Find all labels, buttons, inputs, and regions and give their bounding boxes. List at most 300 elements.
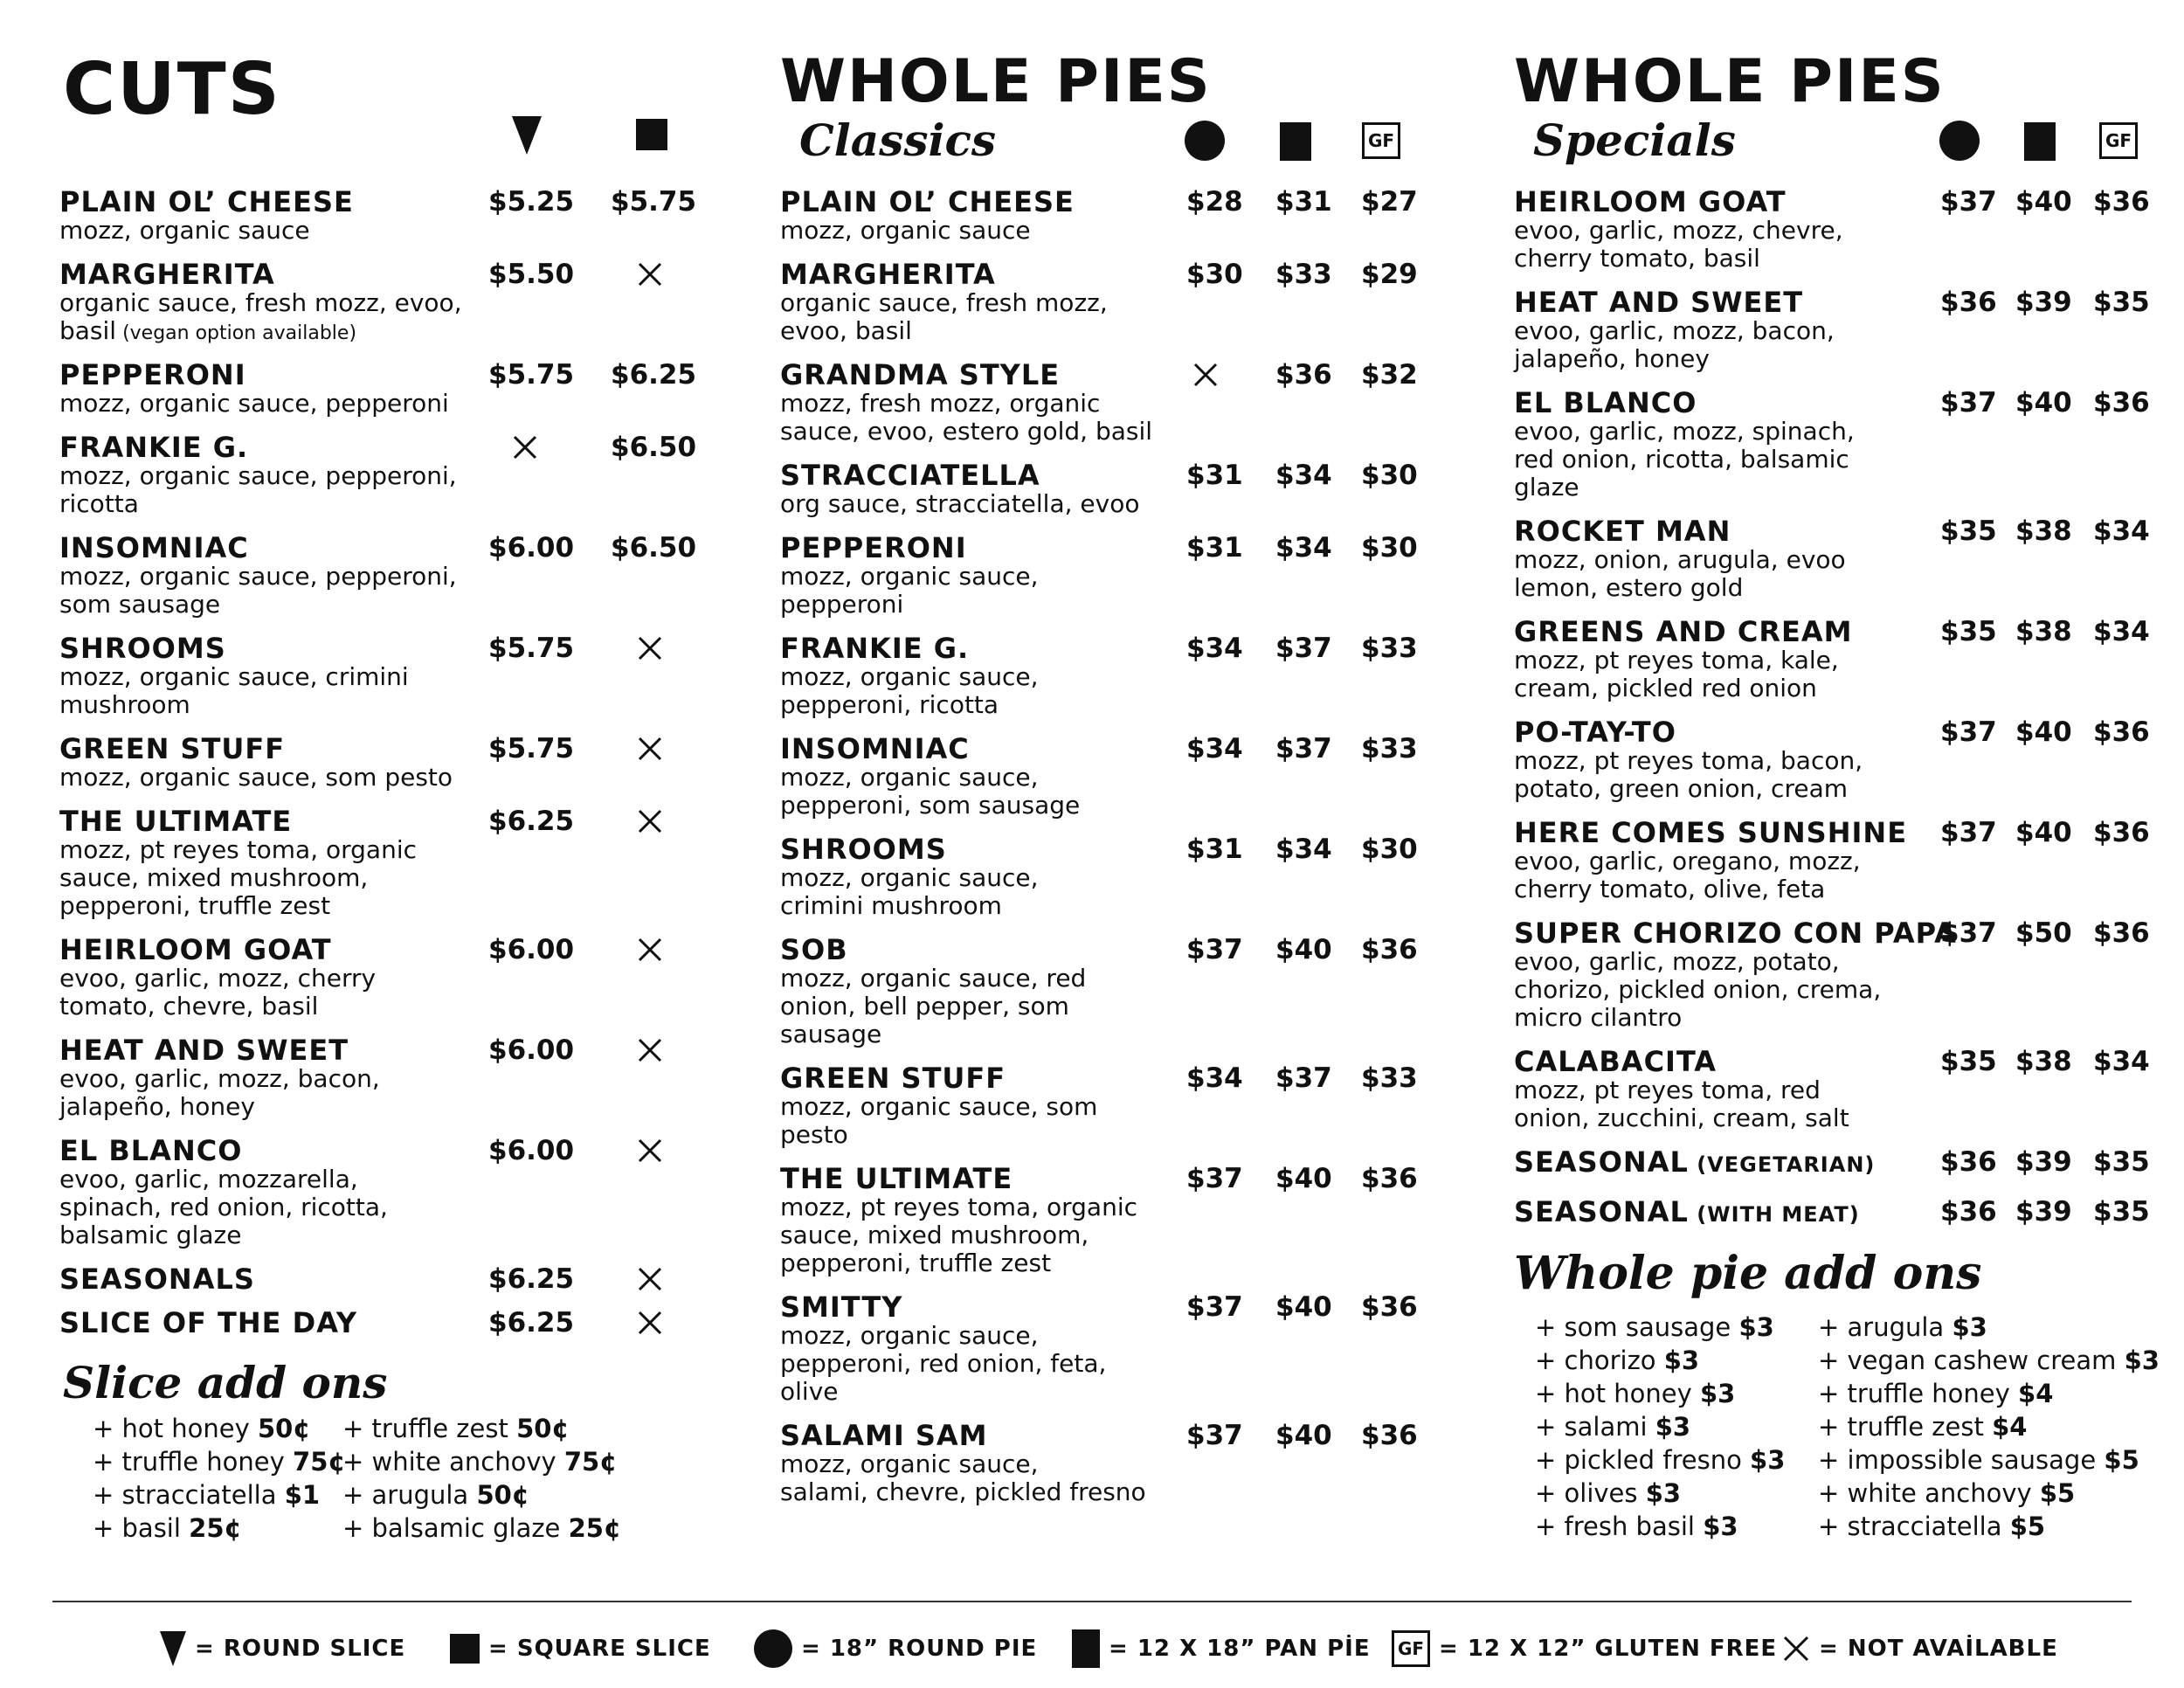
item-name-text: FRANKIE G. <box>780 632 970 665</box>
item-description-text: organic sauce, fresh mozz, evoo, basil <box>780 288 1108 345</box>
price-pan-pie: $37 <box>1275 733 1332 764</box>
item-name <box>780 1421 1146 1450</box>
item-description <box>780 864 1039 920</box>
item-name <box>1514 1047 1849 1076</box>
item-name <box>780 1292 1106 1322</box>
price-gluten-free: $35 <box>2093 1146 2150 1178</box>
not-available-icon <box>637 1138 663 1164</box>
item-description-text: mozz, pt reyes toma, red onion, zucchini, cream, salt <box>1514 1076 1849 1132</box>
menu-item <box>59 431 697 518</box>
classics-subtitle: Classics <box>799 114 997 166</box>
item-name-text: GREEN STUFF <box>59 732 286 765</box>
item-name <box>59 935 376 965</box>
item-description <box>1514 546 1846 602</box>
item-description-text: org sauce, stracciatella, evoo <box>780 489 1140 518</box>
menu-item <box>780 732 1418 820</box>
item-name <box>1514 287 1835 317</box>
menu-item <box>1514 185 2150 273</box>
whole-pie-addons-right-list <box>1818 1311 2160 1543</box>
price-pan-pie: $40 <box>1275 934 1332 965</box>
menu-item <box>1514 386 2150 502</box>
addon-item <box>93 1512 346 1545</box>
item-name-text: PLAIN OL’ CHEESE <box>59 185 354 218</box>
addon-price: $3 <box>1699 1379 1736 1408</box>
price-pan-pie: $34 <box>1275 834 1332 865</box>
item-description-text: evoo, garlic, mozz, chevre, cherry tomato, basil <box>1514 216 1843 273</box>
not-available-icon <box>637 736 663 762</box>
legend-round-slice-text: = ROUND SLICE <box>195 1636 406 1662</box>
addon-name: + impossible sausage <box>1818 1445 2105 1475</box>
item-name <box>59 1308 357 1338</box>
not-available-icon <box>1192 362 1219 388</box>
price-pan-pie: $39 <box>2015 1196 2072 1228</box>
price-pan-pie: $36 <box>1275 359 1332 391</box>
item-name-text: SEASONAL <box>1514 1145 1689 1179</box>
item-name-text: PEPPERONI <box>59 358 246 391</box>
addon-price: $5 <box>2009 1512 2046 1541</box>
item-description <box>1514 317 1835 373</box>
price-round-pie: $31 <box>1186 532 1243 564</box>
gluten-free-icon: GF <box>1392 1630 1430 1667</box>
menu-item <box>59 185 697 245</box>
item-name <box>1514 617 1852 647</box>
item-description-text: evoo, garlic, mozz, spinach, red onion, ricotta, balsamic glaze <box>1514 417 1855 502</box>
item-description-text: mozz, organic sauce, salami, chevre, pickled fresno <box>780 1449 1146 1506</box>
pan-pie-icon <box>2024 122 2056 161</box>
menu-item <box>1514 716 2150 803</box>
price-pan-pie: $40 <box>2015 817 2072 848</box>
square-slice-icon <box>450 1634 480 1664</box>
item-name <box>59 1035 380 1065</box>
item-name-text: MARGHERITA <box>59 258 275 291</box>
whole-pie-addons-left-list <box>1535 1311 1785 1543</box>
item-name-text: EL BLANCO <box>59 1134 243 1167</box>
price-gluten-free: $36 <box>2093 186 2150 218</box>
addon-price: $3 <box>1738 1312 1774 1342</box>
price-round-pie: $34 <box>1186 733 1243 764</box>
x-mark-icon <box>1782 1635 1810 1663</box>
addon-price: $3 <box>2124 1346 2160 1375</box>
price-round-pie: $34 <box>1186 1062 1243 1094</box>
menu-item <box>780 632 1418 719</box>
item-name-text: CALABACITA <box>1514 1045 1717 1078</box>
square-slice-icon <box>636 119 667 150</box>
item-name <box>780 460 1139 490</box>
addon-price: 75¢ <box>563 1447 618 1477</box>
price-gluten-free: $36 <box>1361 1291 1418 1323</box>
addon-item <box>1818 1510 2160 1543</box>
item-name <box>59 1136 388 1166</box>
menu-item <box>59 531 697 619</box>
menu-item <box>780 833 1418 920</box>
legend <box>0 1622 2184 1675</box>
price-round-slice: $6.00 <box>488 1034 575 1066</box>
item-description <box>59 462 457 518</box>
price-round-pie: $36 <box>1940 1146 1997 1178</box>
item-name-text: GREEN STUFF <box>780 1062 1006 1095</box>
addon-item <box>1535 1311 1785 1344</box>
item-description <box>59 965 376 1020</box>
price-gluten-free: $29 <box>1361 259 1418 290</box>
addon-item <box>93 1412 346 1445</box>
addon-price: $5 <box>2039 1478 2076 1508</box>
price-gluten-free: $27 <box>1361 186 1418 218</box>
addon-name: + stracciatella <box>93 1480 285 1510</box>
item-name-text: GRANDMA STYLE <box>780 358 1061 391</box>
price-pan-pie: $40 <box>2015 186 2072 218</box>
legend-round-pie <box>754 1622 1037 1675</box>
legend-square-slice-text: = SQUARE SLICE <box>488 1636 711 1662</box>
menu-item <box>780 531 1418 619</box>
item-description <box>59 563 457 619</box>
legend-not-available-text: = NOT AVAİLABLE <box>1819 1636 2058 1662</box>
item-description-text: mozz, pt reyes toma, kale, cream, pickled red onion <box>1514 646 1839 702</box>
specials-subtitle: Specials <box>1533 114 1736 166</box>
price-square-slice: $6.50 <box>611 432 697 463</box>
slice-addons-title: Slice add ons <box>63 1357 388 1408</box>
price-round-pie: $35 <box>1940 1046 1997 1077</box>
item-description-text: evoo, garlic, mozz, potato, chorizo, pickled onion, crema, micro cilantro <box>1514 947 1882 1032</box>
item-name-text: SALAMI SAM <box>780 1419 988 1452</box>
price-gluten-free: $30 <box>1361 532 1418 564</box>
item-name-text: EL BLANCO <box>1514 386 1697 419</box>
item-description <box>1514 647 1852 702</box>
price-gluten-free: $35 <box>2093 1196 2150 1228</box>
menu-item <box>59 805 575 920</box>
addon-item <box>93 1445 346 1478</box>
menu-item <box>59 1306 575 1339</box>
item-description-text: mozz, organic sauce, pepperoni, ricotta <box>59 461 457 518</box>
menu-item <box>59 1263 575 1296</box>
menu-item <box>780 1290 1418 1406</box>
item-name <box>59 633 409 663</box>
price-gluten-free: $30 <box>1361 460 1418 491</box>
price-gluten-free: $33 <box>1361 1062 1418 1094</box>
addon-item <box>93 1478 346 1512</box>
round-slice-icon <box>512 116 542 155</box>
price-pan-pie: $40 <box>1275 1291 1332 1323</box>
price-round-slice: $6.00 <box>488 1135 575 1166</box>
addon-item <box>1535 1443 1785 1477</box>
menu-item <box>1514 615 2150 702</box>
addon-price: $3 <box>1952 1312 1987 1342</box>
item-description-text: evoo, garlic, mozz, cherry tomato, chevre, basil <box>59 964 377 1020</box>
item-name-text: SHROOMS <box>780 833 947 866</box>
addon-price: $3 <box>1663 1346 1700 1375</box>
specials-title: WHOLE PIES <box>1514 47 1946 116</box>
menu-item <box>1514 1145 2150 1180</box>
price-gluten-free: $32 <box>1361 359 1418 391</box>
item-description-text: mozz, organic sauce <box>59 216 310 245</box>
item-name-note: (WITH MEAT) <box>1688 1202 1860 1227</box>
menu-item <box>1514 1045 2150 1132</box>
item-name <box>59 806 417 836</box>
item-description-text: mozz, organic sauce, pepperoni, som sausage <box>780 763 1081 820</box>
menu-item <box>59 258 575 348</box>
item-name <box>59 259 462 289</box>
addon-name: + white anchovy <box>342 1447 564 1477</box>
price-round-pie: $37 <box>1186 1420 1243 1451</box>
addon-price: 50¢ <box>257 1414 311 1443</box>
item-description-text: mozz, fresh mozz, organic sauce, evoo, estero gold, basil <box>780 389 1153 446</box>
menu-item <box>780 258 1418 345</box>
item-description <box>1514 847 1907 903</box>
addon-name: + olives <box>1535 1478 1646 1508</box>
price-gluten-free: $34 <box>2093 515 2150 547</box>
item-description <box>59 1166 388 1249</box>
item-name-text: SUPER CHORIZO CON PAPA <box>1514 917 1957 950</box>
addon-name: + basil <box>93 1513 190 1543</box>
not-available-icon <box>637 635 663 661</box>
menu-item <box>1514 515 2150 602</box>
item-description <box>59 217 354 245</box>
price-round-pie: $35 <box>1940 515 1997 547</box>
item-description <box>1514 747 1863 803</box>
price-pan-pie: $40 <box>1275 1420 1332 1451</box>
item-name <box>1514 918 1957 948</box>
item-name-text: INSOMNIAC <box>780 732 970 765</box>
addon-price: $5 <box>2104 1445 2139 1475</box>
item-description <box>780 965 1086 1048</box>
addon-item <box>1535 1477 1785 1510</box>
legend-not-available <box>1782 1622 2058 1675</box>
price-round-pie: $35 <box>1940 616 1997 647</box>
addon-price: $3 <box>1655 1412 1691 1442</box>
item-name-text: GREENS AND CREAM <box>1514 615 1853 648</box>
item-description <box>780 490 1139 518</box>
item-name-text: SLICE OF THE DAY <box>59 1306 358 1339</box>
price-square-slice: $5.75 <box>611 186 697 218</box>
price-round-slice: $6.25 <box>488 1263 575 1295</box>
price-pan-pie: $39 <box>2015 287 2072 318</box>
price-gluten-free: $30 <box>1361 834 1418 865</box>
addon-name: + pickled fresno <box>1535 1445 1751 1475</box>
addon-name: + chorizo <box>1535 1346 1664 1375</box>
item-description-text: evoo, garlic, mozzarella, spinach, red onion, ricotta, balsamic glaze <box>59 1165 388 1249</box>
price-round-slice: $5.75 <box>488 733 575 764</box>
addon-item <box>342 1412 621 1445</box>
addon-item <box>342 1478 621 1512</box>
menu-item <box>780 1419 1418 1506</box>
item-name <box>1514 388 1855 418</box>
item-description-text: mozz, pt reyes toma, organic sauce, mixed mushroom, pepperoni, truffle zest <box>780 1193 1138 1277</box>
pan-pie-icon <box>1280 122 1311 161</box>
addon-item <box>342 1445 621 1478</box>
item-name <box>1514 1197 1860 1229</box>
addon-price: $4 <box>2018 1379 2054 1408</box>
item-description <box>59 390 449 418</box>
item-description-text: mozz, organic sauce, crimini mushroom <box>780 863 1039 920</box>
legend-round-pie-text: = 18” ROUND PIE <box>801 1636 1038 1662</box>
item-description <box>780 1450 1146 1506</box>
addon-price: $1 <box>284 1480 321 1510</box>
not-available-icon <box>637 1037 663 1063</box>
menu-item <box>59 732 575 792</box>
item-name <box>780 259 1108 289</box>
whole-pie-addons-title: Whole pie add ons <box>1514 1247 1982 1300</box>
price-gluten-free: $34 <box>2093 1046 2150 1077</box>
item-description <box>780 1322 1106 1406</box>
price-round-pie: $37 <box>1186 934 1243 965</box>
addon-item <box>1818 1311 2160 1344</box>
addon-price: $4 <box>1992 1412 2028 1442</box>
item-name <box>59 1264 255 1294</box>
addon-price: 25¢ <box>568 1513 622 1543</box>
legend-gluten-free <box>1392 1622 1777 1675</box>
item-name-note: (VEGETARIAN) <box>1688 1152 1876 1177</box>
price-pan-pie: $33 <box>1275 259 1332 290</box>
legend-gluten-free-text: = 12 X 12” GLUTEN FREE <box>1439 1636 1778 1662</box>
menu-item <box>59 632 575 719</box>
price-gluten-free: $36 <box>2093 387 2150 419</box>
menu-item <box>1514 917 2150 1032</box>
item-name <box>59 360 449 390</box>
pan-pie-icon <box>1072 1629 1100 1668</box>
gluten-free-icon: GF <box>2099 122 2138 159</box>
not-available-icon <box>637 937 663 963</box>
round-slice-icon <box>160 1631 186 1666</box>
addon-name: + truffle honey <box>1818 1379 2019 1408</box>
item-description <box>780 1093 1097 1149</box>
menu-item <box>780 358 1418 446</box>
menu-item <box>59 1134 575 1249</box>
round-pie-icon <box>1939 121 1980 161</box>
item-name <box>1514 516 1846 546</box>
price-round-slice: $6.00 <box>488 934 575 965</box>
item-description <box>59 764 453 792</box>
item-name-text: THE ULTIMATE <box>780 1162 1013 1195</box>
addon-name: + stracciatella <box>1818 1512 2010 1541</box>
addon-name: + truffle zest <box>1818 1412 1993 1442</box>
round-pie-icon <box>754 1629 792 1668</box>
addon-name: + arugula <box>342 1480 477 1510</box>
addon-item <box>1535 1344 1785 1377</box>
gluten-free-icon: GF <box>1362 122 1400 159</box>
addon-name: + truffle zest <box>342 1414 517 1443</box>
price-gluten-free: $33 <box>1361 633 1418 664</box>
item-description <box>1514 217 1843 273</box>
price-round-slice: $5.75 <box>488 359 575 391</box>
item-description <box>780 217 1075 245</box>
item-name-text: MARGHERITA <box>780 258 996 291</box>
price-pan-pie: $38 <box>2015 616 2072 647</box>
slice-addons-right-list <box>342 1412 621 1545</box>
item-name-text: INSOMNIAC <box>59 531 249 564</box>
legend-round-slice <box>160 1622 405 1675</box>
item-name-text: PLAIN OL’ CHEESE <box>780 185 1075 218</box>
item-name-text: HEIRLOOM GOAT <box>1514 185 1787 218</box>
price-gluten-free: $36 <box>1361 1420 1418 1451</box>
item-name-text: SHROOMS <box>59 632 226 665</box>
price-pan-pie: $31 <box>1275 186 1332 218</box>
item-description-text: mozz, organic sauce, pepperoni, ricotta <box>780 662 1039 719</box>
not-available-icon <box>637 261 663 287</box>
price-gluten-free: $36 <box>1361 1163 1418 1194</box>
item-description <box>780 289 1108 345</box>
addon-name: + fresh basil <box>1535 1512 1704 1541</box>
item-name <box>59 734 453 764</box>
price-pan-pie: $40 <box>2015 387 2072 419</box>
item-name <box>780 1164 1137 1193</box>
item-name-text: SEASONAL <box>1514 1195 1689 1228</box>
price-round-slice: $5.25 <box>488 186 575 218</box>
price-round-pie: $37 <box>1940 387 1997 419</box>
addon-price: 50¢ <box>476 1480 529 1510</box>
item-description <box>1514 418 1855 502</box>
slice-addons-left-list <box>93 1412 346 1545</box>
price-gluten-free: $36 <box>2093 817 2150 848</box>
item-description <box>780 563 1039 619</box>
item-description-text: mozz, organic sauce, pepperoni <box>780 562 1039 619</box>
item-name <box>59 187 354 217</box>
item-description-text: mozz, organic sauce, som pesto <box>780 1092 1098 1149</box>
item-description <box>780 1193 1137 1277</box>
price-round-pie: $37 <box>1940 917 1997 949</box>
legend-square-slice <box>450 1622 711 1675</box>
price-pan-pie: $34 <box>1275 460 1332 491</box>
price-pan-pie: $38 <box>2015 1046 2072 1077</box>
item-name <box>59 533 457 563</box>
item-name-text: THE ULTIMATE <box>59 805 293 838</box>
menu-item <box>780 459 1418 518</box>
addon-price: $3 <box>1703 1512 1738 1541</box>
menu-item <box>1514 816 2150 903</box>
addon-item <box>1818 1410 2160 1443</box>
addon-price: $3 <box>1750 1445 1786 1475</box>
item-name <box>780 633 1039 663</box>
addon-item <box>1535 1377 1785 1410</box>
price-round-slice: $6.25 <box>488 1307 575 1339</box>
item-name <box>59 432 457 462</box>
item-name <box>1514 1147 1875 1180</box>
addon-item <box>1535 1510 1785 1543</box>
menu-item <box>780 1162 1418 1277</box>
item-name-text: FRANKIE G. <box>59 431 249 464</box>
menu-item <box>59 933 575 1020</box>
item-description <box>59 1065 380 1121</box>
price-pan-pie: $38 <box>2015 515 2072 547</box>
price-round-pie: $36 <box>1940 1196 1997 1228</box>
item-name <box>780 187 1075 217</box>
item-name <box>780 533 1039 563</box>
item-name <box>1514 717 1863 747</box>
item-name-text: STRACCIATELLA <box>780 459 1040 492</box>
item-name-text: SMITTY <box>780 1290 903 1324</box>
item-description-text: mozz, onion, arugula, evoo lemon, estero gold <box>1514 545 1846 602</box>
addon-item <box>1818 1377 2160 1410</box>
menu-item <box>1514 1195 2150 1229</box>
menu-item <box>780 933 1418 1048</box>
addon-item <box>1535 1410 1785 1443</box>
price-square-slice: $6.50 <box>611 532 697 564</box>
legend-pan-pie-text: = 12 X 18” PAN PİE <box>1109 1636 1371 1662</box>
item-name <box>1514 187 1843 217</box>
round-pie-icon <box>1185 121 1225 161</box>
item-name-text: ROCKET MAN <box>1514 515 1731 548</box>
item-name <box>780 360 1152 390</box>
price-round-pie: $31 <box>1186 834 1243 865</box>
item-name-text: HERE COMES SUNSHINE <box>1514 816 1908 849</box>
menu-item <box>780 1062 1418 1149</box>
price-pan-pie: $39 <box>2015 1146 2072 1178</box>
price-pan-pie: $40 <box>1275 1163 1332 1194</box>
price-pan-pie: $50 <box>2015 917 2072 949</box>
item-name <box>1514 818 1907 847</box>
item-description-text: mozz, pt reyes toma, bacon, potato, green onion, cream <box>1514 746 1863 803</box>
price-round-pie: $36 <box>1940 287 1997 318</box>
addon-name: + som sausage <box>1535 1312 1739 1342</box>
addon-name: + white anchovy <box>1818 1478 2040 1508</box>
